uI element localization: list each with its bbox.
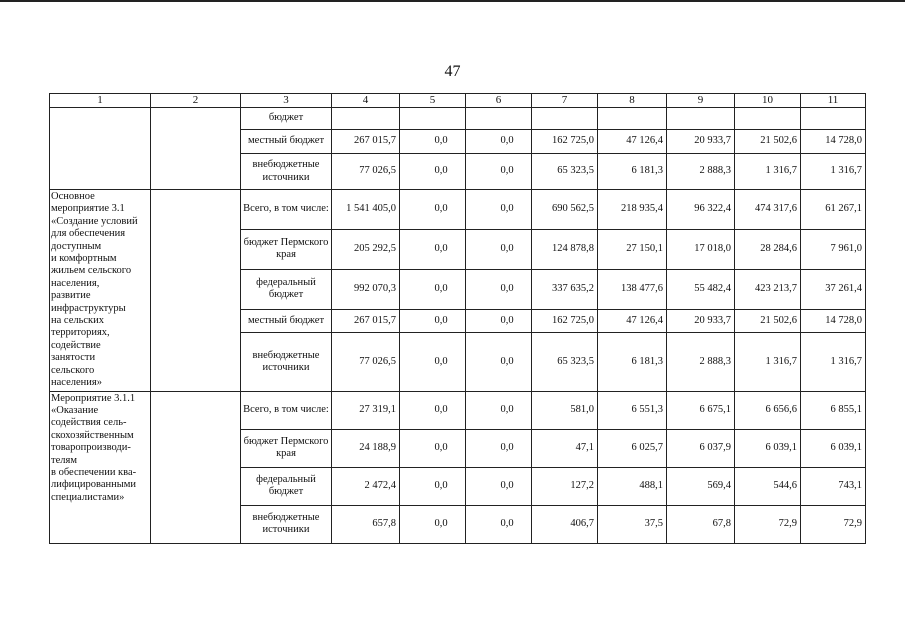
funding-source-cell: федеральный бюджет <box>241 467 332 505</box>
executor-cell <box>151 391 241 543</box>
amount-cell: 2 472,4 <box>332 467 400 505</box>
activity-name-line: содействия сель- <box>51 417 127 429</box>
activity-name-line: населения» <box>51 377 102 389</box>
amount-cell: 406,7 <box>532 505 598 543</box>
column-number-row <box>50 94 866 108</box>
table-row <box>50 108 866 130</box>
column-number: 10 <box>735 94 801 108</box>
budget-table <box>49 93 866 544</box>
activity-name-line: «Создание условий <box>51 215 138 227</box>
amount-cell: 55 482,4 <box>667 269 735 309</box>
amount-cell: 6 675,1 <box>667 391 735 429</box>
funding-source-cell: внебюджетные источники <box>241 505 332 543</box>
amount-cell: 0,0 <box>466 309 532 332</box>
amount-cell: 337 635,2 <box>532 269 598 309</box>
column-number: 11 <box>801 94 866 108</box>
amount-cell: 0,0 <box>466 391 532 429</box>
amount-cell: 20 933,7 <box>667 309 735 332</box>
amount-cell <box>332 108 400 130</box>
amount-cell: 0,0 <box>466 154 532 190</box>
column-number: 5 <box>400 94 466 108</box>
amount-cell: 0,0 <box>400 429 466 467</box>
amount-cell: 124 878,8 <box>532 229 598 269</box>
activity-name-cell <box>50 108 151 190</box>
column-number: 9 <box>667 94 735 108</box>
amount-cell: 218 935,4 <box>598 190 667 230</box>
amount-cell: 0,0 <box>400 269 466 309</box>
amount-cell <box>598 108 667 130</box>
amount-cell: 0,0 <box>466 269 532 309</box>
amount-cell: 14 728,0 <box>801 130 866 154</box>
amount-cell: 0,0 <box>400 332 466 391</box>
column-number: 8 <box>598 94 667 108</box>
amount-cell: 28 284,6 <box>735 229 801 269</box>
column-number: 6 <box>466 94 532 108</box>
amount-cell: 743,1 <box>801 467 866 505</box>
amount-cell: 0,0 <box>400 467 466 505</box>
activity-name-line: населения, <box>51 277 100 289</box>
amount-cell: 690 562,5 <box>532 190 598 230</box>
activity-name-line: и комфортным <box>51 253 117 265</box>
amount-cell <box>466 108 532 130</box>
activity-name-line: Мероприятие 3.1.1 <box>51 392 136 404</box>
amount-cell <box>735 108 801 130</box>
amount-cell: 657,8 <box>332 505 400 543</box>
amount-cell: 0,0 <box>400 229 466 269</box>
funding-source-cell: бюджет Пермского края <box>241 429 332 467</box>
column-number: 1 <box>50 94 151 108</box>
activity-name-line: мероприятие 3.1 <box>51 203 125 215</box>
amount-cell: 72,9 <box>735 505 801 543</box>
amount-cell: 474 317,6 <box>735 190 801 230</box>
amount-cell: 162 725,0 <box>532 130 598 154</box>
amount-cell: 21 502,6 <box>735 130 801 154</box>
amount-cell: 1 541 405,0 <box>332 190 400 230</box>
activity-name-line: территориях, <box>51 327 110 339</box>
amount-cell: 162 725,0 <box>532 309 598 332</box>
funding-source-cell: бюджет Пермского края <box>241 229 332 269</box>
amount-cell: 1 316,7 <box>801 154 866 190</box>
amount-cell: 544,6 <box>735 467 801 505</box>
amount-cell: 27 150,1 <box>598 229 667 269</box>
amount-cell: 1 316,7 <box>801 332 866 391</box>
amount-cell: 17 018,0 <box>667 229 735 269</box>
table-row <box>50 190 866 230</box>
amount-cell: 267 015,7 <box>332 309 400 332</box>
amount-cell: 0,0 <box>400 505 466 543</box>
amount-cell: 0,0 <box>466 190 532 230</box>
amount-cell: 0,0 <box>466 130 532 154</box>
amount-cell <box>801 108 866 130</box>
amount-cell: 0,0 <box>400 130 466 154</box>
activity-name-line: занятости <box>51 352 96 364</box>
funding-source-cell: Всего, в том числе: <box>241 391 332 429</box>
page-number: 47 <box>444 63 461 80</box>
column-number: 3 <box>241 94 332 108</box>
amount-cell: 0,0 <box>466 429 532 467</box>
amount-cell: 2 888,3 <box>667 154 735 190</box>
amount-cell: 205 292,5 <box>332 229 400 269</box>
amount-cell: 0,0 <box>400 190 466 230</box>
amount-cell: 21 502,6 <box>735 309 801 332</box>
amount-cell: 0,0 <box>466 505 532 543</box>
amount-cell: 47 126,4 <box>598 130 667 154</box>
funding-source-cell: местный бюджет <box>241 309 332 332</box>
amount-cell: 6 025,7 <box>598 429 667 467</box>
activity-name-line: развитие <box>51 290 91 302</box>
amount-cell: 0,0 <box>466 229 532 269</box>
amount-cell: 0,0 <box>466 332 532 391</box>
activity-name-line: содействие <box>51 339 101 351</box>
activity-name-line: скохозяйственным <box>51 429 134 441</box>
activity-name-line: «Оказание <box>51 404 99 416</box>
amount-cell: 65 323,5 <box>532 332 598 391</box>
amount-cell: 6 181,3 <box>598 332 667 391</box>
activity-name-line: товаропроизводи- <box>51 442 131 454</box>
amount-cell: 1 316,7 <box>735 332 801 391</box>
amount-cell <box>400 108 466 130</box>
amount-cell: 47,1 <box>532 429 598 467</box>
amount-cell: 2 888,3 <box>667 332 735 391</box>
amount-cell: 14 728,0 <box>801 309 866 332</box>
page-top-border <box>0 0 905 2</box>
amount-cell: 569,4 <box>667 467 735 505</box>
amount-cell: 0,0 <box>400 154 466 190</box>
activity-name-cell <box>50 190 151 392</box>
amount-cell: 581,0 <box>532 391 598 429</box>
amount-cell: 127,2 <box>532 467 598 505</box>
amount-cell: 0,0 <box>400 309 466 332</box>
amount-cell: 61 267,1 <box>801 190 866 230</box>
amount-cell: 77 026,5 <box>332 154 400 190</box>
activity-name-line: для обеспечения <box>51 228 126 240</box>
amount-cell: 6 039,1 <box>735 429 801 467</box>
activity-name-line: в обеспечении ква- <box>51 466 137 478</box>
amount-cell: 20 933,7 <box>667 130 735 154</box>
amount-cell: 6 181,3 <box>598 154 667 190</box>
amount-cell: 47 126,4 <box>598 309 667 332</box>
amount-cell <box>532 108 598 130</box>
amount-cell: 0,0 <box>400 391 466 429</box>
amount-cell: 488,1 <box>598 467 667 505</box>
executor-cell <box>151 108 241 190</box>
amount-cell <box>667 108 735 130</box>
activity-name-line: лифицированными <box>51 479 137 491</box>
activity-name-line: телям <box>51 454 77 466</box>
amount-cell: 37,5 <box>598 505 667 543</box>
executor-cell <box>151 190 241 392</box>
funding-source-cell: федеральный бюджет <box>241 269 332 309</box>
amount-cell: 7 961,0 <box>801 229 866 269</box>
amount-cell: 72,9 <box>801 505 866 543</box>
amount-cell: 0,0 <box>466 467 532 505</box>
activity-name-line: специалистами» <box>51 491 125 503</box>
funding-source-cell: внебюджетные источники <box>241 154 332 190</box>
funding-source-cell: Всего, в том числе: <box>241 190 332 230</box>
amount-cell: 6 656,6 <box>735 391 801 429</box>
amount-cell: 37 261,4 <box>801 269 866 309</box>
column-number: 4 <box>332 94 400 108</box>
amount-cell: 96 322,4 <box>667 190 735 230</box>
funding-source-cell: внебюджетные источники <box>241 332 332 391</box>
amount-cell: 6 855,1 <box>801 391 866 429</box>
amount-cell: 6 551,3 <box>598 391 667 429</box>
activity-name-line: сельского <box>51 364 95 376</box>
amount-cell: 1 316,7 <box>735 154 801 190</box>
amount-cell: 423 213,7 <box>735 269 801 309</box>
funding-source-cell: бюджет <box>241 108 332 130</box>
column-number: 2 <box>151 94 241 108</box>
funding-source-cell: местный бюджет <box>241 130 332 154</box>
amount-cell: 992 070,3 <box>332 269 400 309</box>
activity-name-line: жильем сельского <box>51 265 132 277</box>
amount-cell: 138 477,6 <box>598 269 667 309</box>
amount-cell: 6 037,9 <box>667 429 735 467</box>
amount-cell: 67,8 <box>667 505 735 543</box>
amount-cell: 77 026,5 <box>332 332 400 391</box>
amount-cell: 65 323,5 <box>532 154 598 190</box>
activity-name-line: Основное <box>51 191 95 202</box>
activity-name-line: на сельских <box>51 315 105 327</box>
amount-cell: 6 039,1 <box>801 429 866 467</box>
amount-cell: 27 319,1 <box>332 391 400 429</box>
table-row <box>50 391 866 429</box>
column-number: 7 <box>532 94 598 108</box>
amount-cell: 267 015,7 <box>332 130 400 154</box>
activity-name-line: инфраструктуры <box>51 302 126 314</box>
activity-name-line: доступным <box>51 240 102 252</box>
amount-cell: 24 188,9 <box>332 429 400 467</box>
activity-name-cell <box>50 391 151 543</box>
